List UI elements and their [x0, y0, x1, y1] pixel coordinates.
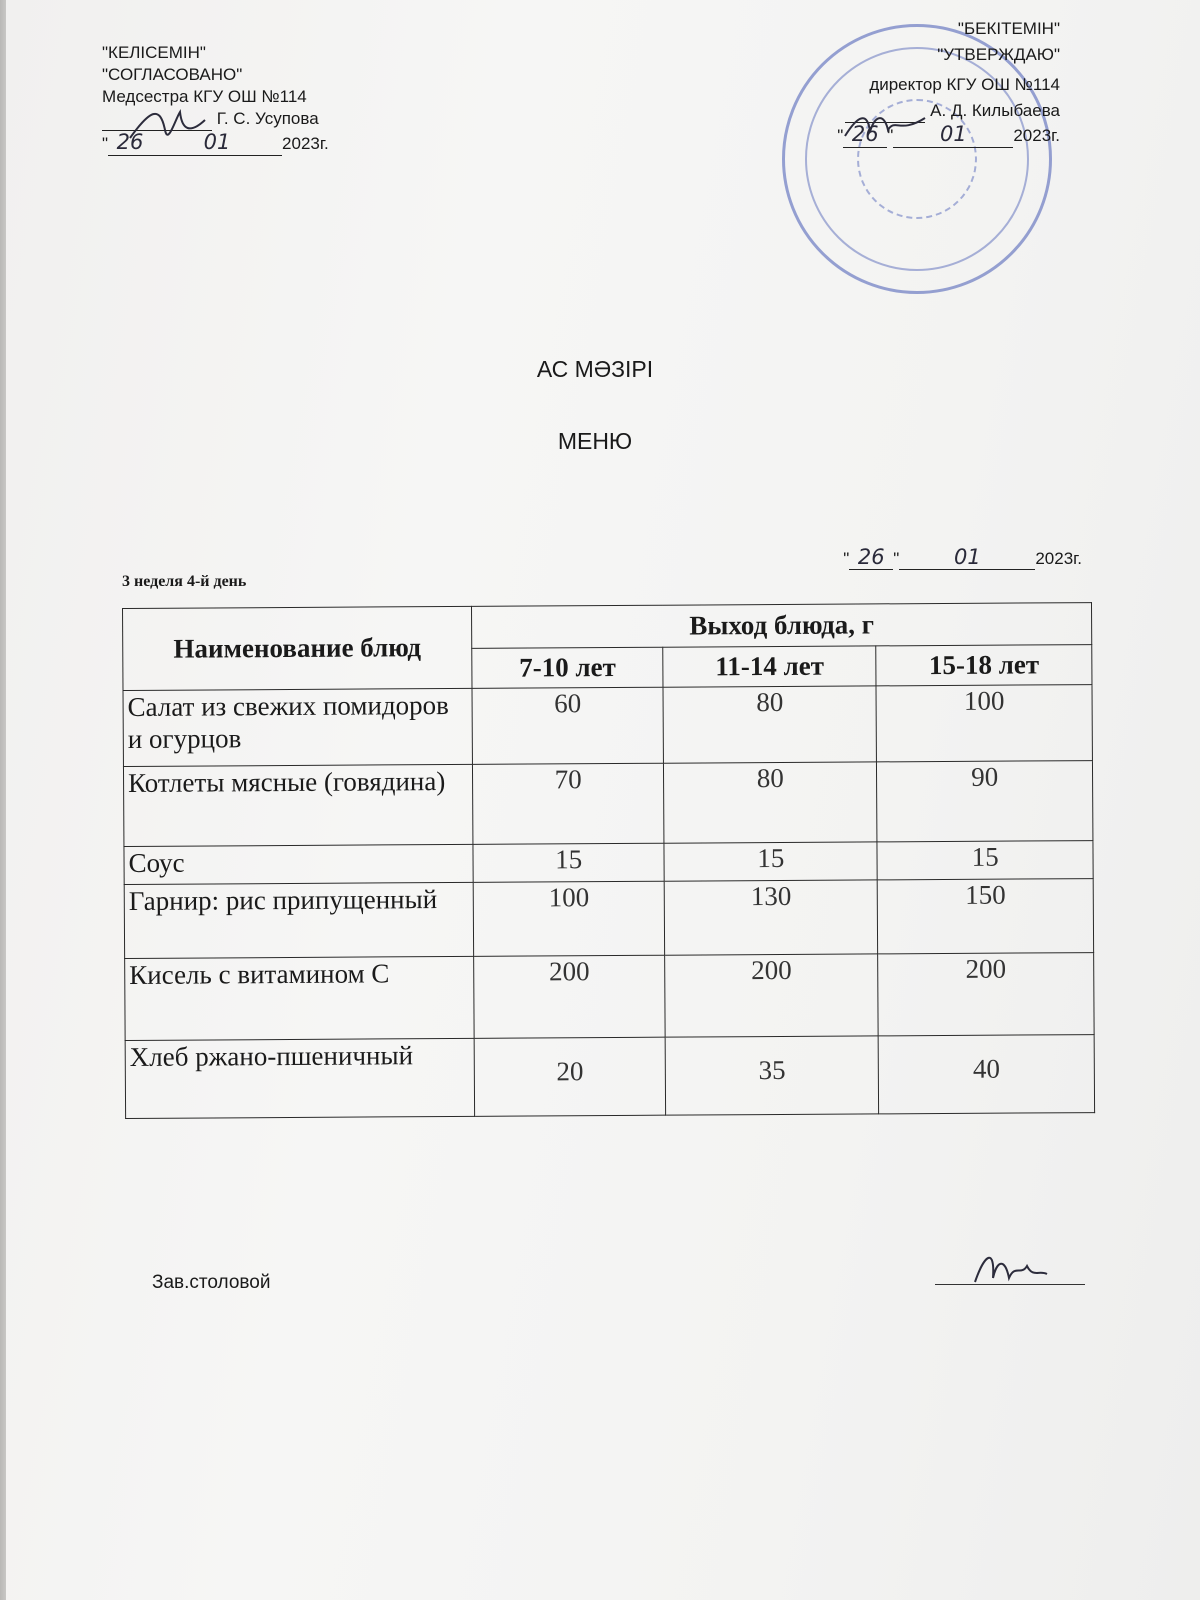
approval-right-line2: "УТВЕРЖДАЮ": [937, 45, 1060, 64]
portion-value: 130: [664, 880, 877, 955]
date-month-right: 01: [939, 122, 967, 146]
header-portion-group: Выход блюда, г: [471, 603, 1091, 649]
menu-date-day: 26: [857, 545, 885, 569]
portion-value: 80: [664, 762, 878, 843]
date-year-left: 2023г.: [282, 134, 329, 153]
date-month-left: 01: [203, 130, 231, 154]
table-row: [123, 761, 1092, 847]
portion-value: 200: [878, 953, 1094, 1036]
header-age-7-10: 7-10 лет: [472, 647, 664, 688]
portion-value: 15: [877, 841, 1093, 880]
dish-name: Хлеб ржано-пшеничный: [125, 1038, 474, 1118]
portion-value: 35: [665, 1036, 878, 1115]
table-row: [123, 685, 1092, 767]
approval-left-name: Г. С. Усупова: [216, 109, 319, 128]
portion-value: 200: [665, 954, 879, 1037]
portion-value: 150: [877, 879, 1093, 954]
table-row: [124, 841, 1093, 885]
dish-name: Гарнир: рис припущенный: [124, 882, 473, 958]
canteen-signature-line: [935, 1248, 1085, 1285]
approval-right-name: А. Д. Килыбаева: [930, 101, 1060, 120]
approval-left-line2: "СОГЛАСОВАНО": [102, 65, 243, 84]
header-dish-name: Наименование блюд: [123, 606, 472, 690]
portion-value: 15: [664, 842, 877, 881]
week-day-label: 3 неделя 4-й день: [122, 573, 247, 590]
portion-value: 100: [876, 685, 1092, 762]
approval-right-line1: "БЕКІТЕМІН": [957, 19, 1060, 38]
portion-value: 70: [472, 763, 664, 844]
signature-right: [840, 104, 930, 146]
dish-name: Котлеты мясные (говядина): [123, 764, 472, 846]
date-day-left: 26: [116, 130, 144, 154]
date-day-right: 26: [851, 122, 879, 146]
canteen-signature: [935, 1248, 1085, 1288]
date-year-right: 2023г.: [1013, 126, 1060, 145]
header-age-15-18: 15-18 лет: [876, 645, 1092, 686]
portion-value: 15: [473, 843, 664, 882]
portion-value: 40: [878, 1035, 1094, 1114]
portion-value: 90: [877, 761, 1093, 842]
portion-value: 200: [474, 955, 666, 1038]
table-row: [124, 879, 1093, 959]
dish-name: Кисель с витамином С: [125, 956, 474, 1040]
menu-date: " 26 " 01 2023г.: [843, 545, 1082, 569]
dish-name: Салат из свежих помидоров и огурцов: [123, 688, 472, 766]
header-age-11-14: 11-14 лет: [663, 646, 876, 687]
signature-left: [120, 100, 210, 150]
portion-value: 60: [472, 687, 664, 764]
approval-left-position: Медсестра КГУ ОШ №114: [102, 87, 307, 106]
table-row: [125, 1035, 1094, 1119]
menu-table: [122, 602, 1095, 1119]
approval-block-left: "КЕЛІСЕМІН" "СОГЛАСОВАНО" Медсестра КГУ ОШ №114 Г. С. Усупова " 26 01 2023г.: [102, 43, 329, 154]
approval-left-line1: "КЕЛІСЕМІН": [102, 43, 206, 62]
menu-date-month: 01: [953, 545, 981, 569]
dish-name: Соус: [124, 844, 473, 884]
table-row: [125, 953, 1094, 1041]
portion-value: 100: [473, 881, 665, 956]
portion-value: 20: [474, 1037, 666, 1116]
approval-right-position: директор КГУ ОШ №114: [869, 75, 1060, 94]
title-russian: МЕНЮ: [557, 428, 633, 454]
portion-value: 80: [663, 686, 876, 763]
menu-date-year: 2023г.: [1035, 549, 1082, 568]
canteen-manager-label: Зав.столовой: [152, 1272, 271, 1293]
title-kazakh: АС МӘЗІРІ: [536, 356, 654, 382]
approval-block-right: "БЕКІТЕМІН" "УТВЕРЖДАЮ" директор КГУ ОШ №114 А. Д. Килыбаева " 26 " 01 2023г.: [837, 19, 1060, 146]
